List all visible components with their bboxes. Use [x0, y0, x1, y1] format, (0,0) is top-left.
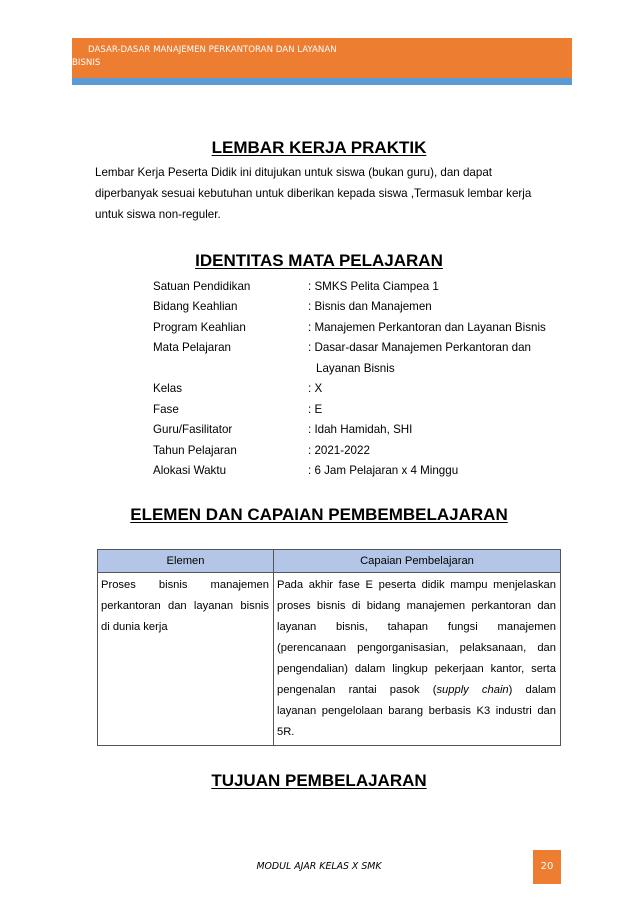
identity-value: : SMKS Pelita Ciampea 1: [308, 279, 439, 293]
table-row: [98, 573, 561, 746]
heading-lembar-kerja: LEMBAR KERJA PRAKTIK: [211, 138, 427, 157]
elemen-cell: [98, 573, 274, 746]
identity-value: : Bisnis dan Manajemen: [308, 300, 432, 314]
identity-row: [153, 338, 573, 359]
identity-row: [153, 420, 573, 441]
identity-row: [153, 440, 573, 461]
identity-label: Fase: [153, 402, 179, 416]
intro-line: Lembar Kerja Peserta Didik ini ditujukan untuk siswa (bukan guru), dan dapat: [95, 166, 492, 179]
identity-value: : Manajemen Perkantoran dan Layanan Bisnis: [308, 320, 546, 334]
identity-value: : Dasar-dasar Manajemen Perkantoran dan: [308, 341, 531, 355]
capaian-text: ) dalam: [508, 684, 556, 696]
capaian-italic-term: supply chain: [436, 684, 509, 696]
capaian-table: [97, 549, 561, 746]
capaian-line: layanan pengelolaan barang berbasis K3 industri dan: [277, 705, 556, 717]
identity-label: Kelas: [153, 382, 183, 396]
identity-row: [153, 276, 573, 297]
elemen-line: Proses bisnis manajemen: [101, 579, 269, 591]
elemen-line: perkantoran dan layanan bisnis: [101, 600, 269, 612]
identity-label: Satuan Pendidikan: [153, 279, 251, 293]
identity-row: [153, 379, 573, 400]
intro-line: untuk siswa non-reguler.: [95, 208, 221, 221]
identity-label: Bidang Keahlian: [153, 300, 238, 314]
intro-paragraph: [95, 162, 555, 225]
identity-row-continuation: [153, 358, 573, 379]
identity-value: : E: [308, 402, 323, 416]
header-title-line2: BISNIS: [72, 58, 101, 68]
identity-label: Program Keahlian: [153, 320, 246, 334]
page-number: 20: [533, 850, 561, 884]
capaian-text: pengenalan rantai pasok (: [277, 684, 437, 696]
elemen-line: di dunia kerja: [101, 621, 168, 633]
capaian-line: Pada akhir fase E peserta didik mampu menjelaskan: [277, 579, 556, 591]
footer-text: MODUL AJAR KELAS X SMK: [256, 861, 382, 872]
identity-row: [153, 297, 573, 318]
identity-value: : X: [308, 382, 323, 396]
identity-label: Mata Pelajaran: [153, 341, 231, 355]
heading-identitas: IDENTITAS MATA PELAJARAN: [195, 251, 443, 270]
intro-line: diperbanyak sesuai kebutuhan untuk diberikan kepada siswa ,Termasuk lembar kerja: [95, 187, 532, 200]
identity-label: Alokasi Waktu: [153, 464, 227, 478]
identity-list: [153, 276, 573, 481]
capaian-line: 5R.: [277, 726, 295, 738]
capaian-line: proses bisnis di bidang manajemen perkantoran dan: [277, 600, 556, 612]
capaian-line-with-italic: [277, 680, 556, 701]
column-header-capaian: Capaian Pembelajaran: [274, 550, 561, 573]
identity-value: : 6 Jam Pelajaran x 4 Minggu: [308, 464, 459, 478]
identity-value: : Idah Hamidah, SHI: [308, 423, 413, 437]
capaian-cell: [274, 573, 561, 746]
capaian-line: layanan bisnis, tahapan fungsi manajemen: [277, 621, 556, 633]
heading-tujuan: TUJUAN PEMBELAJARAN: [211, 771, 427, 790]
column-header-elemen: Elemen: [98, 550, 274, 573]
identity-value-continuation: Layanan Bisnis: [316, 361, 395, 375]
header-accent-strip: [72, 78, 572, 85]
capaian-line: (perencanaan pengorganisasian, pelaksanaan, dan: [277, 642, 556, 654]
identity-value: : 2021-2022: [308, 443, 370, 457]
identity-row: [153, 317, 573, 338]
header-title-line1: DASAR-DASAR MANAJEMEN PERKANTORAN DAN LAYANAN: [88, 45, 337, 55]
identity-label: Guru/Fasilitator: [153, 423, 233, 437]
table-header-row: [98, 550, 561, 573]
capaian-line: pengendalian) dalam lingkup pekerjaan kantor, serta: [277, 663, 556, 675]
identity-row: [153, 461, 573, 482]
identity-label: Tahun Pelajaran: [153, 443, 237, 457]
identity-row: [153, 399, 573, 420]
running-header: [72, 44, 372, 70]
heading-elemen-capaian: ELEMEN DAN CAPAIAN PEMBEMBELAJARAN: [130, 505, 508, 524]
